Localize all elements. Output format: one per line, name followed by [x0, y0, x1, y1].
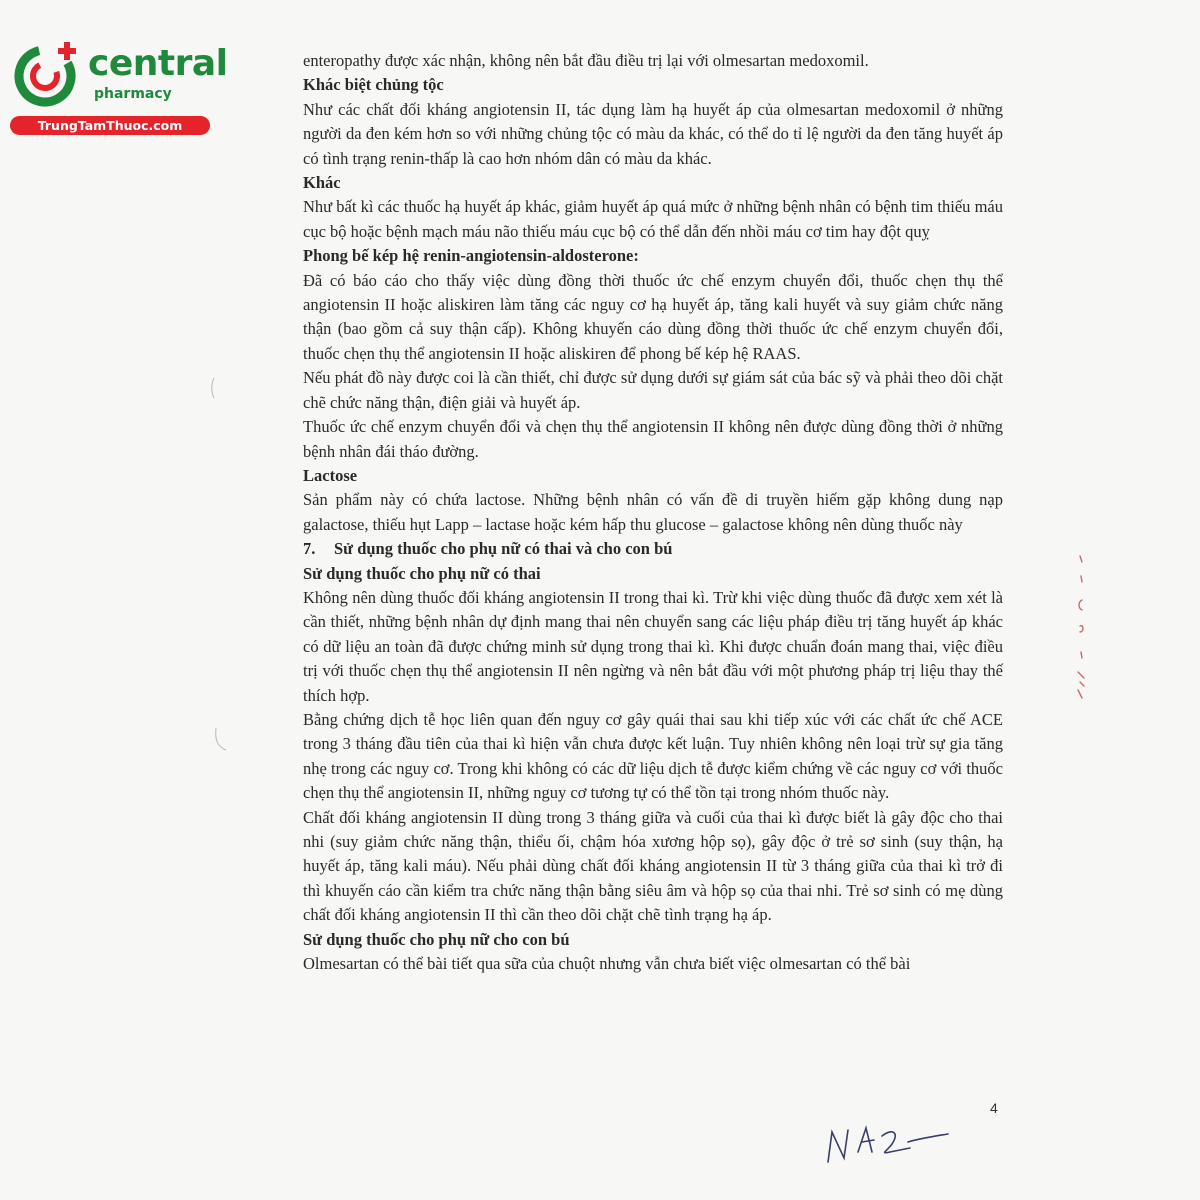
paragraph: Bằng chứng dịch tễ học liên quan đến nguy cơ gây quái thai sau khi tiếp xúc với các chất ức chế ACE trong 3 tháng đầu tiên của thai kì hiện vẫn chưa được kết luận. Tuy nhiên không nên loại trừ sự gia tăng nhẹ trong các nguy cơ. Trong khi không có các dữ liệu dịch tễ được kiểm chứng về các nguy cơ với thuốc chẹn thụ thể angiotensin II, những nguy cơ tương tự có thể tồn tại trong nhóm thuốc này.: [303, 709, 1003, 803]
paragraph: Sản phẩm này có chứa lactose. Những bệnh nhân có vấn đề di truyền hiếm gặp không dung nạp galactose, thiếu hụt Lapp – lactase hoặc kém hấp thu glucose – galactose không nên dùng thuốc này: [303, 490, 1003, 534]
heading-other: Khác: [303, 173, 341, 193]
logo-subtitle: pharmacy: [94, 86, 172, 102]
heading-racial-difference: Khác biệt chủng tộc: [303, 75, 444, 95]
paragraph: Như các chất đối kháng angiotensin II, tác dụng làm hạ huyết áp của olmesartan medoxomil ở những người da đen kém hơn so với những chủng tộc có màu da khác, có thể do tỉ lệ người da đen tăng huyết áp có tình trạng renin-thấp là cao hơn nhóm dân có màu da khác.: [303, 99, 1003, 168]
central-pharmacy-logo-icon: [12, 38, 84, 110]
paragraph: Chất đối kháng angiotensin II dùng trong 3 tháng giữa và cuối của thai kì được biết là gây độc cho thai nhi (suy giảm chức năng thận, thiểu ối, chậm hóa xương hộp sọ), gây độc ở trẻ sơ sinh (suy thận, hạ huyết áp, tăng kali máu). Nếu phải dùng chất đối kháng angiotensin II từ 3 tháng giữa của thai kì trở đi thì khuyến cáo cần kiểm tra chức năng thận bằng siêu âm và hộp sọ của thai nhi. Trẻ sơ sinh có mẹ dùng chất đối kháng angiotensin II thì cần theo dõi chặt chẽ tình trạng hạ áp.: [303, 807, 1003, 925]
paragraph: Như bất kì các thuốc hạ huyết áp khác, giảm huyết áp quá mức ở những bệnh nhân có bệnh tim thiếu máu cục bộ hoặc bệnh mạch máu não thiếu máu cục bộ có thể dẫn đến nhồi máu cơ tim hay đột quỵ: [303, 197, 1003, 241]
margin-stamp-marks: [1062, 548, 1092, 708]
paragraph-continuation: enteropathy được xác nhận, không nên bắt đầu điều trị lại với olmesartan medoxomil.: [303, 51, 869, 70]
section-number: 7.: [303, 539, 316, 559]
paragraph: Olmesartan có thể bài tiết qua sữa của chuột nhưng vẫn chưa biết việc olmesartan có thể bài: [303, 954, 911, 974]
page-number: 4: [990, 1100, 998, 1116]
heading-dual-blockade: Phong bế kép hệ renin-angiotensin-aldosterone:: [303, 246, 639, 266]
margin-mark: [208, 376, 218, 400]
section-title: Sử dụng thuốc cho phụ nữ có thai và cho con bú: [334, 539, 673, 559]
paragraph: Nếu phát đồ này được coi là cần thiết, chỉ được sử dụng dưới sự giám sát của bác sỹ và phải theo dõi chặt chẽ chức năng thận, điện giải và huyết áp.: [303, 368, 1003, 412]
section-heading-pregnancy-lactation: [303, 537, 1003, 561]
document-body: [303, 49, 1003, 976]
paragraph: Đã có báo cáo cho thấy việc dùng đồng thời thuốc ức chế enzym chuyển đổi, thuốc chẹn thụ thể angiotensin II hoặc aliskiren làm tăng các nguy cơ hạ huyết áp, tăng kali huyết và suy giảm chức năng thận (bao gồm cả suy thận cấp). Không khuyến cáo dùng đồng thời thuốc ức chế enzym chuyển đổi, thuốc chẹn thụ thể angiotensin II hoặc aliskiren để phong bế kép hệ RAAS.: [303, 270, 1003, 363]
heading-pregnancy: Sử dụng thuốc cho phụ nữ có thai: [303, 563, 541, 583]
handwritten-signature: [822, 1122, 952, 1168]
logo-name: central: [88, 43, 228, 84]
margin-mark: [212, 726, 232, 754]
logo-url-badge: TrungTamThuoc.com: [10, 116, 210, 135]
heading-lactose: Lactose: [303, 465, 358, 485]
paragraph: Không nên dùng thuốc đối kháng angiotensin II trong thai kì. Trừ khi việc dùng thuốc đã được xem xét là cần thiết, những bệnh nhân dự định mang thai nên chuyển sang các liệu pháp điều trị tăng huyết áp khác có dữ liệu an toàn đã được chứng minh sử dụng trong thai kì. Khi được chuẩn đoán mang thai, việc điều trị với thuốc chẹn thụ thể angiotensin II nên ngừng và nên bắt đầu với một phương pháp trị liệu thay thế thích hợp.: [303, 587, 1003, 705]
paragraph: Thuốc ức chế enzym chuyển đổi và chẹn thụ thể angiotensin II không nên được dùng đồng thời ở những bệnh nhân đái tháo đường.: [303, 417, 1003, 461]
heading-lactation: Sử dụng thuốc cho phụ nữ cho con bú: [303, 929, 570, 949]
brand-logo: [10, 36, 228, 136]
